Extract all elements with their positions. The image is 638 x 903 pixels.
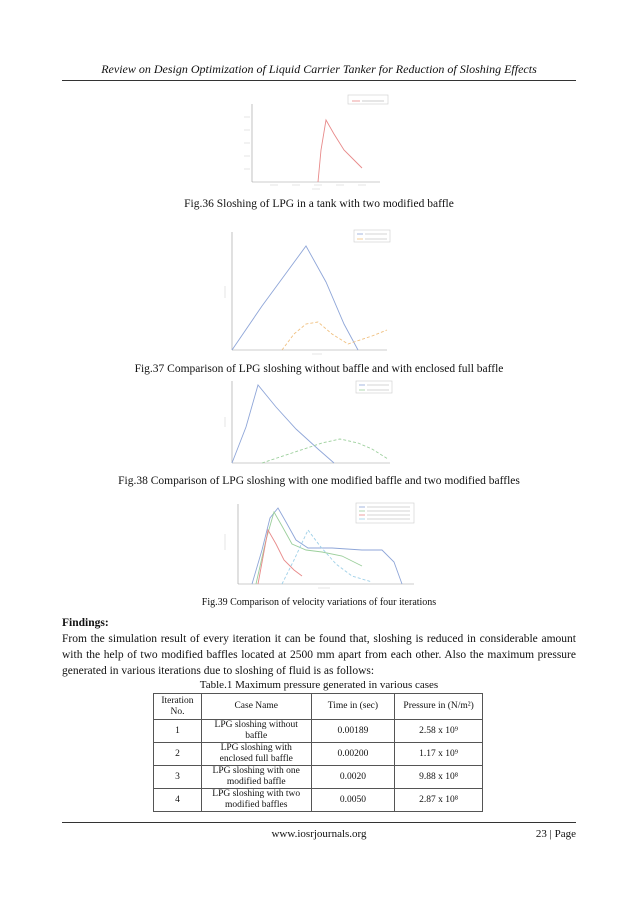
cell-iteration: 1 bbox=[154, 720, 202, 743]
figure-39-plot bbox=[222, 500, 418, 592]
table-row bbox=[154, 789, 483, 812]
cell-case-name: LPG sloshing with enclosed full baffle bbox=[201, 743, 311, 766]
cell-pressure: 2.58 x 10⁹ bbox=[395, 720, 483, 743]
header-pressure: Pressure in (N/m²) bbox=[395, 694, 483, 720]
fig38-series-one-modified bbox=[232, 385, 334, 463]
results-table bbox=[153, 693, 483, 812]
figure-36-plot bbox=[230, 92, 390, 192]
fig39-series-4 bbox=[282, 530, 372, 584]
figure-39-caption: Fig.39 Comparison of velocity variations of four iterations bbox=[201, 597, 437, 608]
findings-heading: Findings: bbox=[62, 617, 109, 629]
figure-37-plot bbox=[222, 226, 392, 358]
header-rule bbox=[62, 80, 576, 81]
table-row bbox=[154, 743, 483, 766]
cell-iteration: 2 bbox=[154, 743, 202, 766]
footer-page-number: 23 | Page bbox=[535, 828, 576, 840]
cell-time: 0.00200 bbox=[311, 743, 395, 766]
footer-rule bbox=[62, 822, 576, 823]
fig37-series-no-baffle bbox=[232, 246, 358, 350]
cell-time: 0.0020 bbox=[311, 766, 395, 789]
table-caption: Table.1 Maximum pressure generated in various cases bbox=[199, 679, 439, 691]
cell-iteration: 4 bbox=[154, 789, 202, 812]
figure-36-caption: Fig.36 Sloshing of LPG in a tank with two modified baffle bbox=[184, 198, 454, 210]
table-row bbox=[154, 720, 483, 743]
cell-pressure: 2.87 x 10⁸ bbox=[395, 789, 483, 812]
fig38-series-two-modified bbox=[262, 439, 388, 463]
footer-url: www.iosrjournals.org bbox=[271, 828, 367, 840]
table-row bbox=[154, 766, 483, 789]
figure-37-caption: Fig.37 Comparison of LPG sloshing without baffle and with enclosed full baffle bbox=[134, 363, 504, 375]
cell-case-name: LPG sloshing without baffle bbox=[201, 720, 311, 743]
fig38-legend bbox=[356, 381, 392, 393]
fig37-legend bbox=[354, 230, 390, 242]
cell-time: 0.0050 bbox=[311, 789, 395, 812]
header-time: Time in (sec) bbox=[311, 694, 395, 720]
cell-case-name: LPG sloshing with one modified baffle bbox=[201, 766, 311, 789]
fig36-series-line bbox=[318, 120, 362, 182]
figure-38-plot bbox=[222, 377, 394, 469]
header-iteration: Iteration No. bbox=[154, 694, 202, 720]
fig39-legend bbox=[356, 503, 414, 523]
figure-38-caption: Fig.38 Comparison of LPG sloshing with one modified baffle and two modified baffles bbox=[118, 475, 520, 487]
table-header-row bbox=[154, 694, 483, 720]
header-case-name: Case Name bbox=[201, 694, 311, 720]
cell-time: 0.00189 bbox=[311, 720, 395, 743]
cell-pressure: 1.17 x 10⁹ bbox=[395, 743, 483, 766]
findings-paragraph: From the simulation result of every iteration it can be found that, sloshing is reduced in considerable amount with the help of two modified baffles located at 2500 mm apart from each other. Also the maximum pressure generated in various iterations due to sloshing of fluid is as follows: bbox=[62, 633, 576, 677]
fig36-legend bbox=[348, 95, 388, 104]
cell-case-name: LPG sloshing with two modified baffles bbox=[201, 789, 311, 812]
fig37-series-full-baffle bbox=[282, 322, 387, 350]
running-header: Review on Design Optimization of Liquid Carrier Tanker for Reduction of Sloshing Effects bbox=[101, 62, 537, 76]
cell-pressure: 9.88 x 10⁸ bbox=[395, 766, 483, 789]
cell-iteration: 3 bbox=[154, 766, 202, 789]
